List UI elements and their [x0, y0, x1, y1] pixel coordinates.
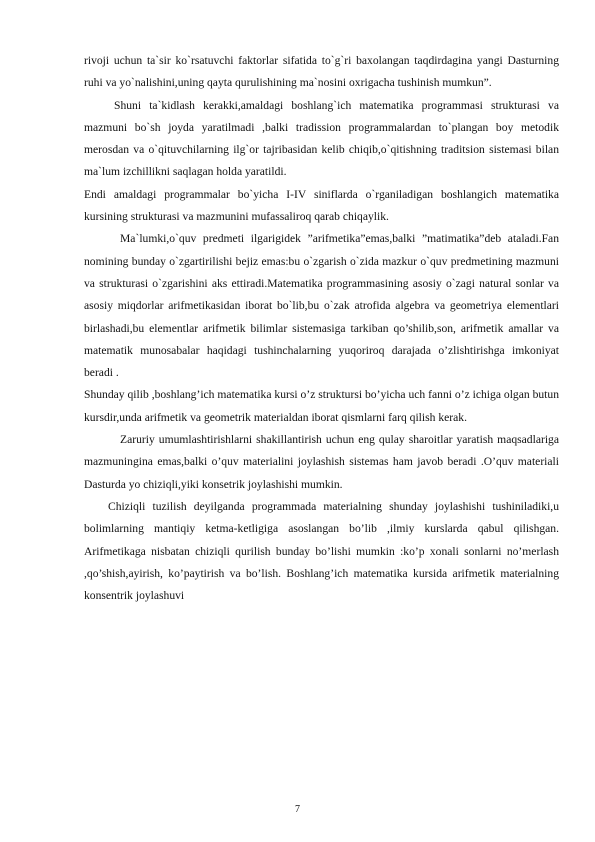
paragraph-course-structure: Shunday qilib ,boshlang’ich matematika kursi o’z struktursi bo’yicha uch fanni o’z ichiga olgan butun kursdir,unda arifmetik va geometrik materialdan iborat qismlarni farq qilish kerak.	[84, 388, 559, 424]
page-number: 7	[295, 804, 300, 815]
paragraph-subject-name: Ma`lumki,o`quv predmeti ilgarigidek ”arifmetika”emas,balki ”matimatika”deb ataladi.Fan nomining bunday o`zgartirilishi bejiz emas:bu o`zgarish o`zida mazkur o`quv predmetining mazmuni va strukturasi o`zgarishini aks ettiradi.Matematika programmasining asosiy o`zagi natural sonlar va asosiy miqdorlar arifmetikasidan iborat bo`lib,bu o`zak atrofida algebra va geometriya elementlari birlashadi,bu elementlar arifmetik bilimlar sistemasiga tarkiban qo’shilib,son, arifmetik amallar va matematik munosabalar haqidagi tushinchalarning yuqoriroq darajada o’zlishtirishga imkoniyat beradi .	[84, 232, 559, 380]
paragraph-continuation: rivoji uchun ta`sir ko`rsatuvchi faktorlar sifatida to`g`ri baxolangan taqdirdagina yangi Dasturning ruhi va yo`nalishini,uning qayta qurulishining ma`nosini oxrigacha tushinish mumkun”.	[84, 54, 559, 90]
paragraph-material-arrangement: Zaruriy umumlashtirishlarni shakillantirish uchun eng qulay sharoitlar yaratish maqsadlariga mazmuningina emas,balki o’quv materialini joylashish sistemas ham javob beradi .O’quv materiali Dasturda yo chiziqli,yiki konsetrik joylashishi mumkin.	[84, 433, 559, 491]
paragraph-linear-structure: Chiziqli tuzilish deyilganda programmada materialning shunday joylashishi tushiniladiki,u bolimlarning mantiqiy ketma-ketligiga asoslangan bo’lib ,ilmiy kurslarda qabul qilishgan. Arifmetikaga nisbatan chiziqli qurilish bunday bo’lishi mumkin :ko’p xonali sonlarni no’merlash ,qo’shish,ayirish, ko’paytirish va bo’lish. Boshlang’ich matematika kursida arifmetik materialning konsentrik joylashuvi	[84, 499, 559, 603]
document-body	[84, 50, 559, 607]
paragraph-program-structure: Shuni ta`kidlash kerakki,amaldagi boshlang`ich matematika programmasi strukturasi va mazmuni bo`sh joyda yaratilmadi ,balki tradission programmalardan to`plangan boy metodik merosdan va o`qituvchilarning ilg`or tajribasidan kelib chiqib,o`qitishning traditsion sistemasi bilan ma`lum izchillikni saqlagan holda yaratildi.	[84, 98, 559, 179]
paragraph-course-overview: Endi amaldagi programmalar bo`yicha I-IV siniflarda o`rganiladigan boshlangich matematika kursining strukturasi va mazmunini mufassaliroq qarab chiqaylik.	[84, 187, 559, 224]
